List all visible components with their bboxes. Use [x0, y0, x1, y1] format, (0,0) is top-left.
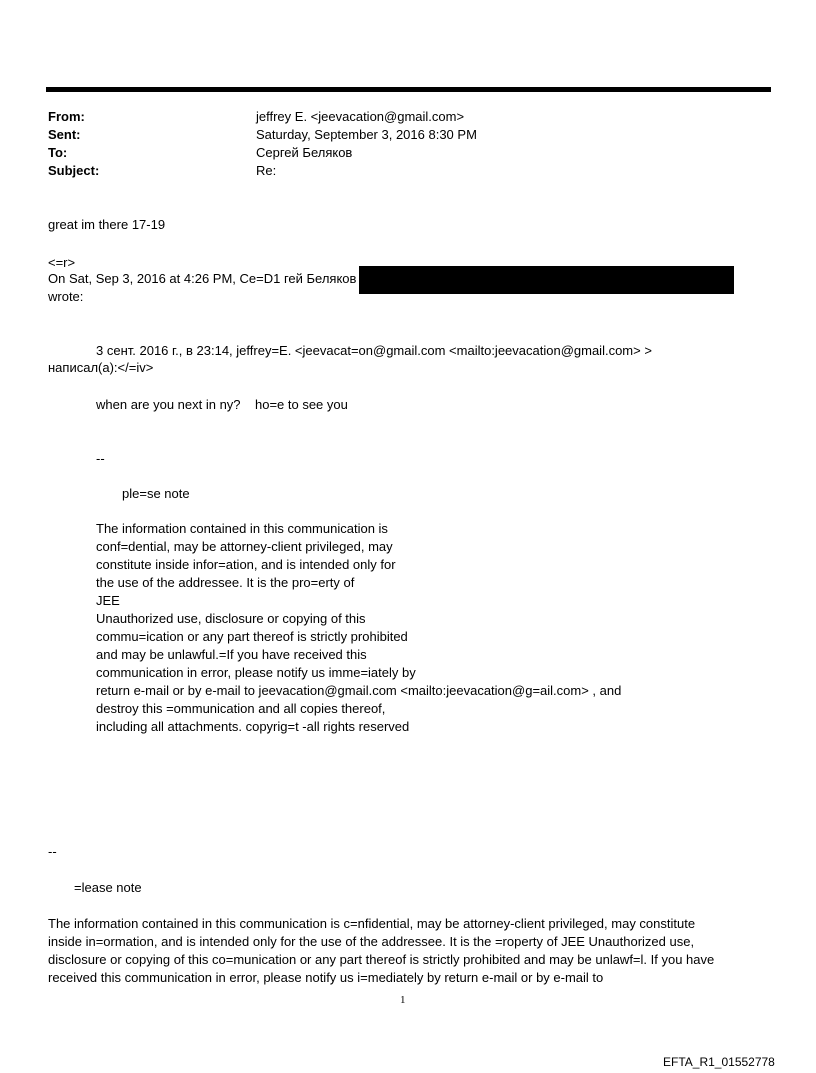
quoted-header-line-2: написал(а):</=iv> [48, 360, 154, 375]
disclaimer-line: constitute inside infor=ation, and is intended only for [96, 557, 396, 572]
header-rule [46, 87, 771, 92]
to-label: To: [48, 145, 68, 160]
disclaimer-paragraph-2 [48, 915, 714, 987]
disclaimer-line: commu=ication or any part thereof is strictly prohibited [96, 629, 408, 644]
redaction-bar [359, 266, 734, 294]
disclaimer-line: the use of the addressee. It is the pro=erty of [96, 575, 355, 590]
from-label: From: [48, 109, 85, 124]
disclaimer-line: disclosure or copying of this co=munication or any part thereof is strictly prohibited and may be unlawf=l. If you have [48, 952, 715, 967]
page-number: 1 [400, 994, 406, 1006]
sent-value: Saturday, September 3, 2016 8:30 PM [256, 127, 477, 142]
disclaimer-line: including all attachments. copyrig=t -all rights reserved [96, 719, 410, 734]
signature-separator-2: -- [48, 844, 57, 859]
disclaimer-line: The information contained in this communication is [96, 521, 388, 536]
disclaimer-line: inside in=ormation, and is intended only for the use of the addressee. It is the =roperty of JEE Unauthorized use, [48, 934, 695, 949]
disclaimer-paragraph-1 [96, 520, 621, 736]
please-note-1: ple=se note [122, 486, 190, 501]
from-value: jeffrey E. <jeevacation@gmail.com> [256, 109, 465, 124]
disclaimer-line: JEE [96, 593, 120, 608]
to-value: Сергей Беляков [256, 145, 353, 160]
wrote-text: wrote: [48, 289, 84, 304]
signature-separator-1: -- [96, 451, 105, 466]
disclaimer-line: Unauthorized use, disclosure or copying of this [96, 611, 366, 626]
reply-text: great im there 17-19 [48, 217, 166, 232]
on-date-wrote-line: On Sat, Sep 3, 2016 at 4:26 PM, Ce=D1 гей Беляков [48, 271, 357, 286]
disclaimer-line: The information contained in this communication is c=nfidential, may be attorney-client privileged, may constitute [48, 916, 696, 931]
disclaimer-line: return e-mail or by e-mail to jeevacation@gmail.com <mailto:jeevacation@g=ail.com> , and [96, 683, 622, 698]
bates-number: EFTA_R1_01552778 [663, 1055, 775, 1069]
disclaimer-line: destroy this =ommunication and all copies thereof, [96, 701, 386, 716]
subject-value: Re: [256, 163, 277, 178]
please-note-2: =lease note [74, 880, 142, 895]
disclaimer-line: received this communication in error, please notify us i=mediately by return e-mail or by e-mail to [48, 970, 604, 985]
disclaimer-line: and may be unlawful.=If you have received this [96, 647, 367, 662]
quoted-header-line-1: 3 сент. 2016 г., в 23:14, jeffrey=E. <jeevacat=on@gmail.com <mailto:jeevacation@gmail.com> > [96, 343, 652, 358]
subject-label: Subject: [48, 163, 100, 178]
question-text: when are you next in ny? ho=e to see you [96, 397, 348, 412]
br-tag-text: <=r> [48, 255, 76, 270]
disclaimer-line: communication in error, please notify us imme=iately by [96, 665, 416, 680]
sent-label: Sent: [48, 127, 81, 142]
disclaimer-line: conf=dential, may be attorney-client privileged, may [96, 539, 393, 554]
